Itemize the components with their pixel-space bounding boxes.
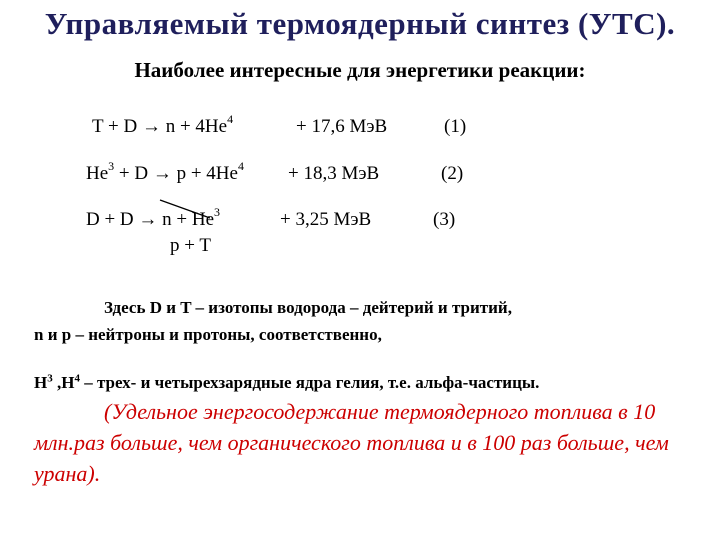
note-h2: ,H <box>52 373 75 392</box>
reaction-2-pre: He <box>86 163 109 184</box>
slide-title: Управляемый термоядерный синтез (УТС). <box>44 6 676 41</box>
note-line-3 <box>34 373 539 393</box>
reaction-2-number: (2) <box>441 163 464 184</box>
reaction-1-lhs: T + D → n + 4He <box>92 116 228 137</box>
note-line-1: Здесь D и T – изотопы водорода – дейтерий и тритий, <box>104 298 512 317</box>
reaction-2-sup: 4 <box>237 158 244 173</box>
reaction-1-energy: + 17,6 МэВ <box>296 116 388 137</box>
note-rest: – трех- и четырехзарядные ядра гелия, т.е. альфа-частицы. <box>79 373 540 392</box>
reaction-3-alt-products: p + T <box>170 235 211 256</box>
note-h-sup: 3 <box>47 372 53 385</box>
highlight-note: (Удельное энергосодержание термоядерного топлива в 10 млн.раз больше, чем органического топлива и в 100 раз больше, чем урана). <box>34 399 669 486</box>
branch-stroke <box>160 200 210 218</box>
reaction-3-number: (3) <box>433 209 456 230</box>
reaction-2-energy: + 18,3 МэВ <box>288 163 380 184</box>
reaction-2-pre-sup: 3 <box>108 158 115 173</box>
slide-subtitle: Наиболее интересные для энергетики реакции: <box>134 58 586 82</box>
reaction-3-lhs: D + D → n + He <box>86 209 215 230</box>
reaction-2-lhs: + D → p + 4He <box>114 163 238 184</box>
reaction-3-sup: 3 <box>214 204 221 219</box>
note-h: H <box>34 373 48 392</box>
reaction-3-energy: + 3,25 МэВ <box>280 209 372 230</box>
reaction-1-sup: 4 <box>227 111 234 126</box>
note-h2-sup: 4 <box>74 372 80 385</box>
reaction-1-number: (1) <box>444 116 467 137</box>
note-line-2: n и p – нейтроны и протоны, соответственно, <box>34 325 382 344</box>
